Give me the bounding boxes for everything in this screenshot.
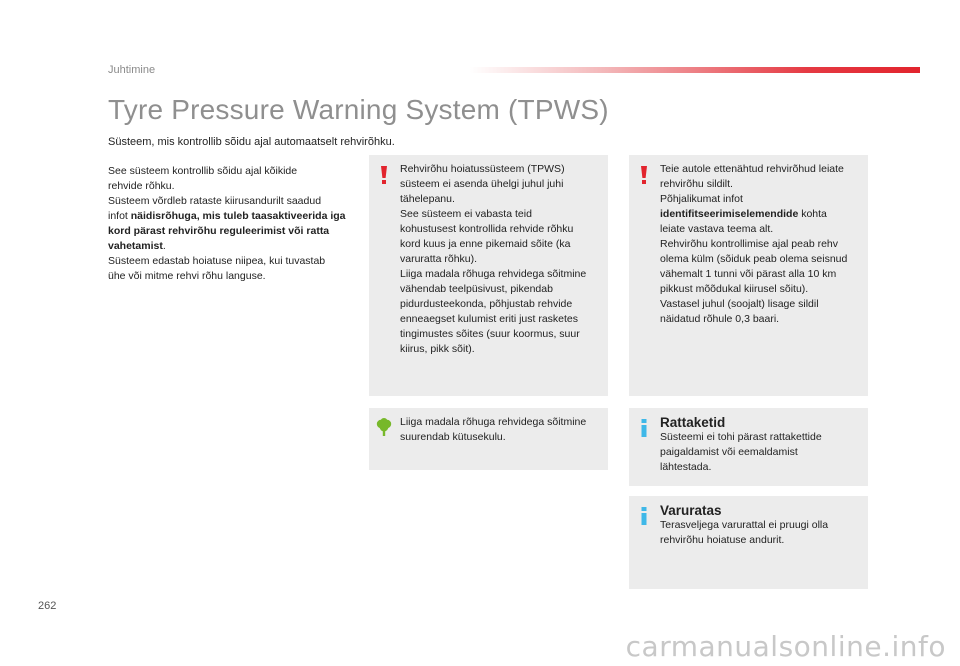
text-line: tingimustes sõites (suur koormus, suur [400,328,580,340]
warning-box [369,155,608,396]
header-accent-bar [470,67,920,73]
info-icon [639,506,649,531]
text-line: olema külm (sõiduk peab olema seisnud [660,253,848,265]
info-box [629,408,868,486]
text-line: vähendab teelpüsivust, pikendab [400,283,553,295]
bold-text: näidisrõhuga, mis tuleb taasaktiveerida iga kord pärast rehvirõhu reguleerimist või ratta vahetamist [108,210,346,252]
text-line: kohustusest kontrollida rehvide rõhku [400,223,574,235]
text-line: rehvide rõhku. [108,180,175,192]
text-line: Terasveljega varurattal ei pruugi olla [660,519,829,531]
exclamation-icon [379,165,389,190]
text-line: varuratta rõhku). [400,253,478,265]
text-line: enneaegset kulumist eriti just rasketes [400,313,579,325]
text-line: Süsteemi ei tohi pärast rattakettide [660,431,822,443]
text-line: Rehvirõhu kontrollimise ajal peab rehv [660,238,839,250]
text-line: rehvirõhu sildilt. [660,178,733,190]
intro-text: Süsteem, mis kontrollib sõidu ajal automaatselt rehvirõhku. [108,136,395,148]
text-run: infot [108,210,131,222]
eco-tip-box [369,408,608,470]
watermark: carmanualsonline.info [625,630,946,663]
text-line: rehvirõhu hoiatuse andurit. [660,534,785,546]
text-line: Liiga madala rõhuga rehvidega sõitmine [400,268,587,280]
text-line: pidurdusteekonda, põhjustab rehvide [400,298,573,310]
text-line: Süsteem võrdleb rataste kiirusandurilt saadud [108,195,322,207]
text-line: näidatud rõhule 0,3 baari. [660,313,780,325]
info-box [629,496,868,589]
bold-text: identifitseerimiselemendide [660,208,799,220]
text-line: Põhjalikumat infot [660,193,743,205]
text-line: ühe või mitme rehvi rõhu languse. [108,270,266,282]
text-line: paigaldamist või eemaldamist [660,446,798,458]
text-line: Liiga madala rõhuga rehvidega sõitmine [400,416,587,428]
text-line: Süsteem edastab hoiatuse niipea, kui tuvastab [108,255,326,267]
box-title: Rattaketid [660,415,726,430]
page-title: Tyre Pressure Warning System (TPWS) [108,94,609,125]
text-run: . [162,240,166,252]
exclamation-icon [639,165,649,190]
box-title: Varuratas [660,503,722,518]
section-label: Juhtimine [108,64,156,76]
text-line: kiirus, pikk sõit). [400,343,475,355]
text-line: kord kuus ja enne pikemaid sõite (ka [400,238,571,250]
text-line: Teie autole ettenähtud rehvirõhud leiate [660,163,844,175]
page-number: 262 [38,600,57,612]
text-line: suurendab kütusekulu. [400,431,506,443]
warning-box [629,155,868,396]
text-line: Vastasel juhul (soojalt) lisage sildil [660,298,819,310]
text-line: vähemalt 1 tunni või pärast alla 10 km [660,268,837,280]
text-run: kohta [798,208,827,220]
text-line: pikkust mõõdukal kiirusel sõitu). [660,283,809,295]
text-line [660,207,860,222]
text-line: tähelepanu. [400,193,455,205]
tree-icon [376,418,392,441]
text-line: leiate vastava teema alt. [660,223,774,235]
text-line: lähtestada. [660,461,712,473]
left-column-text [108,164,353,284]
text-paragraph [108,209,353,254]
info-icon [639,418,649,443]
text-line: süsteem ei asenda ühelgi juhul juhi [400,178,564,190]
text-line: Rehvirõhu hoiatussüsteem (TPWS) [400,163,565,175]
text-line: See süsteem kontrollib sõidu ajal kõikide [108,165,298,177]
text-line: See süsteem ei vabasta teid [400,208,532,220]
